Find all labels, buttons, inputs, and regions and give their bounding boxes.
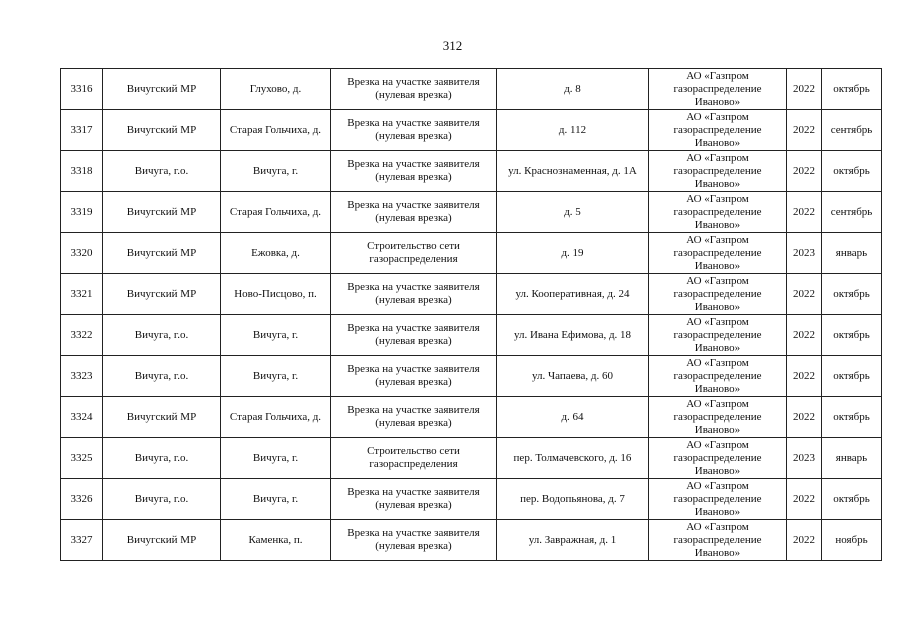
municipality-cell: Вичугский МР: [103, 192, 221, 233]
locality-cell: Вичуга, г.: [221, 315, 331, 356]
year-cell: 2022: [787, 274, 822, 315]
row-number-cell: 3324: [61, 397, 103, 438]
row-number-cell: 3326: [61, 479, 103, 520]
organization-cell: АО «Газпром газораспределение Иваново»: [649, 110, 787, 151]
year-cell: 2022: [787, 192, 822, 233]
address-cell: д. 5: [497, 192, 649, 233]
organization-cell: АО «Газпром газораспределение Иваново»: [649, 397, 787, 438]
work-type-cell: Врезка на участке заявителя (нулевая врезка): [331, 110, 497, 151]
locality-cell: Вичуга, г.: [221, 356, 331, 397]
row-number-cell: 3318: [61, 151, 103, 192]
organization-cell: АО «Газпром газораспределение Иваново»: [649, 274, 787, 315]
municipality-cell: Вичуга, г.о.: [103, 479, 221, 520]
row-number-cell: 3316: [61, 69, 103, 110]
month-cell: октябрь: [822, 69, 882, 110]
address-cell: ул. Ивана Ефимова, д. 18: [497, 315, 649, 356]
table-row: [61, 274, 882, 315]
organization-cell: АО «Газпром газораспределение Иваново»: [649, 233, 787, 274]
organization-cell: АО «Газпром газораспределение Иваново»: [649, 315, 787, 356]
table-row: [61, 315, 882, 356]
table-row: [61, 233, 882, 274]
month-cell: январь: [822, 438, 882, 479]
address-cell: пер. Водопьянова, д. 7: [497, 479, 649, 520]
month-cell: октябрь: [822, 274, 882, 315]
table-row: [61, 110, 882, 151]
municipality-cell: Вичуга, г.о.: [103, 151, 221, 192]
work-type-cell: Врезка на участке заявителя (нулевая врезка): [331, 520, 497, 561]
year-cell: 2022: [787, 397, 822, 438]
table-row: [61, 69, 882, 110]
table-row: [61, 151, 882, 192]
table-row: [61, 356, 882, 397]
address-cell: ул. Завражная, д. 1: [497, 520, 649, 561]
table-row: [61, 192, 882, 233]
row-number-cell: 3321: [61, 274, 103, 315]
address-cell: пер. Толмачевского, д. 16: [497, 438, 649, 479]
work-type-cell: Строительство сети газораспределения: [331, 233, 497, 274]
month-cell: октябрь: [822, 397, 882, 438]
locality-cell: Вичуга, г.: [221, 151, 331, 192]
row-number-cell: 3319: [61, 192, 103, 233]
locality-cell: Ежовка, д.: [221, 233, 331, 274]
municipality-cell: Вичугский МР: [103, 110, 221, 151]
organization-cell: АО «Газпром газораспределение Иваново»: [649, 192, 787, 233]
work-type-cell: Строительство сети газораспределения: [331, 438, 497, 479]
municipality-cell: Вичугский МР: [103, 69, 221, 110]
work-type-cell: Врезка на участке заявителя (нулевая врезка): [331, 69, 497, 110]
organization-cell: АО «Газпром газораспределение Иваново»: [649, 69, 787, 110]
organization-cell: АО «Газпром газораспределение Иваново»: [649, 520, 787, 561]
year-cell: 2022: [787, 520, 822, 561]
month-cell: сентябрь: [822, 110, 882, 151]
table-row: [61, 397, 882, 438]
table-row: [61, 520, 882, 561]
address-cell: ул. Кооперативная, д. 24: [497, 274, 649, 315]
year-cell: 2023: [787, 438, 822, 479]
month-cell: октябрь: [822, 315, 882, 356]
table-row: [61, 479, 882, 520]
municipality-cell: Вичуга, г.о.: [103, 356, 221, 397]
month-cell: ноябрь: [822, 520, 882, 561]
row-number-cell: 3317: [61, 110, 103, 151]
month-cell: январь: [822, 233, 882, 274]
year-cell: 2022: [787, 356, 822, 397]
work-type-cell: Врезка на участке заявителя (нулевая врезка): [331, 315, 497, 356]
year-cell: 2022: [787, 479, 822, 520]
municipality-cell: Вичугский МР: [103, 520, 221, 561]
year-cell: 2023: [787, 233, 822, 274]
month-cell: октябрь: [822, 356, 882, 397]
row-number-cell: 3327: [61, 520, 103, 561]
work-type-cell: Врезка на участке заявителя (нулевая врезка): [331, 356, 497, 397]
organization-cell: АО «Газпром газораспределение Иваново»: [649, 151, 787, 192]
address-cell: д. 8: [497, 69, 649, 110]
work-type-cell: Врезка на участке заявителя (нулевая врезка): [331, 274, 497, 315]
table-row: [61, 438, 882, 479]
locality-cell: Каменка, п.: [221, 520, 331, 561]
organization-cell: АО «Газпром газораспределение Иваново»: [649, 438, 787, 479]
address-cell: д. 19: [497, 233, 649, 274]
locality-cell: Ново-Писцово, п.: [221, 274, 331, 315]
municipality-cell: Вичугский МР: [103, 397, 221, 438]
year-cell: 2022: [787, 69, 822, 110]
organization-cell: АО «Газпром газораспределение Иваново»: [649, 356, 787, 397]
year-cell: 2022: [787, 315, 822, 356]
address-cell: д. 112: [497, 110, 649, 151]
address-cell: ул. Чапаева, д. 60: [497, 356, 649, 397]
work-type-cell: Врезка на участке заявителя (нулевая врезка): [331, 151, 497, 192]
locality-cell: Глухово, д.: [221, 69, 331, 110]
year-cell: 2022: [787, 110, 822, 151]
locality-cell: Старая Гольчиха, д.: [221, 397, 331, 438]
address-cell: ул. Краснознаменная, д. 1А: [497, 151, 649, 192]
work-type-cell: Врезка на участке заявителя (нулевая врезка): [331, 397, 497, 438]
year-cell: 2022: [787, 151, 822, 192]
locality-cell: Старая Гольчиха, д.: [221, 192, 331, 233]
municipality-cell: Вичугский МР: [103, 233, 221, 274]
municipality-cell: Вичуга, г.о.: [103, 438, 221, 479]
organization-cell: АО «Газпром газораспределение Иваново»: [649, 479, 787, 520]
gasification-table: [60, 68, 882, 561]
work-type-cell: Врезка на участке заявителя (нулевая врезка): [331, 479, 497, 520]
locality-cell: Старая Гольчиха, д.: [221, 110, 331, 151]
address-cell: д. 64: [497, 397, 649, 438]
municipality-cell: Вичуга, г.о.: [103, 315, 221, 356]
table-body: [61, 69, 882, 561]
locality-cell: Вичуга, г.: [221, 479, 331, 520]
work-type-cell: Врезка на участке заявителя (нулевая врезка): [331, 192, 497, 233]
month-cell: сентябрь: [822, 192, 882, 233]
locality-cell: Вичуга, г.: [221, 438, 331, 479]
month-cell: октябрь: [822, 151, 882, 192]
month-cell: октябрь: [822, 479, 882, 520]
municipality-cell: Вичугский МР: [103, 274, 221, 315]
page-number: 312: [442, 38, 463, 53]
row-number-cell: 3322: [61, 315, 103, 356]
row-number-cell: 3325: [61, 438, 103, 479]
row-number-cell: 3323: [61, 356, 103, 397]
row-number-cell: 3320: [61, 233, 103, 274]
